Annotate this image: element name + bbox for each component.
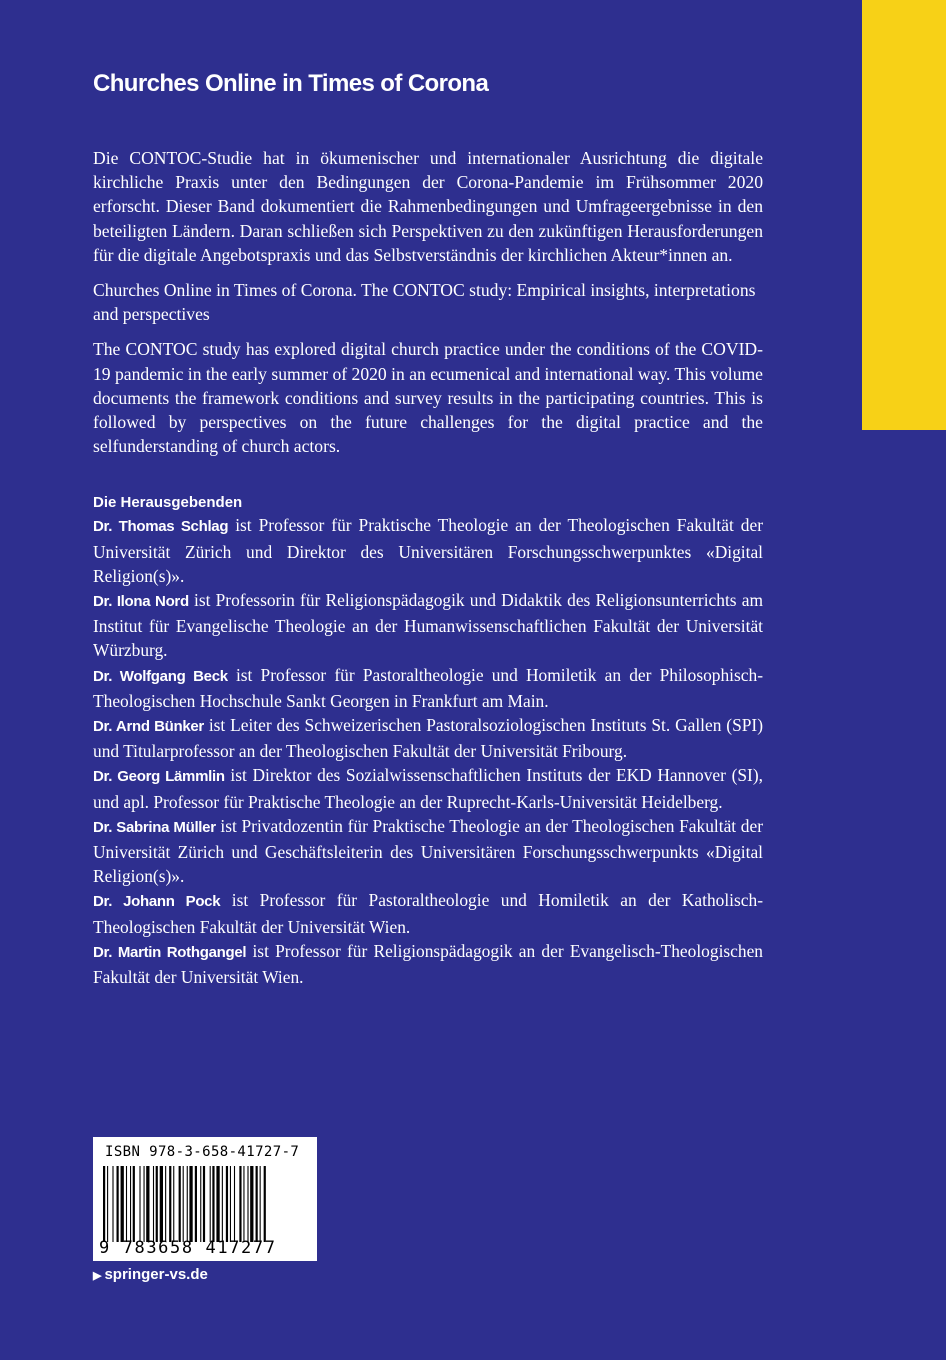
editor-name: Dr. Wolfgang Beck <box>93 667 228 685</box>
editor-entry <box>93 888 763 938</box>
barcode-icon <box>101 1166 311 1242</box>
german-summary: Die CONTOC-Studie hat in ökumenischer und internationaler Ausrichtung die digitale kirchliche Praxis unter den Bedingungen der Corona-Pandemie im Frühsommer 2020 erforscht. Dieser Band dokumentiert die Rahmenbedingungen und Umfrageergebnisse in den beteiligten Ländern. Daran schließen sich Perspektiven zu den zukünftigen Herausforderungen für die digitale Angebotspraxis und das Selbstverständnis der kirchlichen Akteur*innen an. <box>93 148 763 265</box>
editor-name: Dr. Johann Pock <box>93 893 221 911</box>
editors-heading: Die Herausgebenden <box>93 494 243 512</box>
english-summary: The CONTOC study has explored digital church practice under the conditions of the COVID-19 pandemic in the early summer of 2020 in an ecumenical and international way. This volume documents the framework conditions and survey results in the participating countries. This is followed by perspectives on the future challenges for the digital practice and the selfunderstanding of church actors. <box>93 339 763 457</box>
editor-name: Dr. Martin Rothgangel <box>93 943 247 961</box>
editor-entry <box>93 939 763 989</box>
arrow-right-icon: ▶ <box>93 1270 102 1282</box>
editor-entry <box>93 814 763 889</box>
barcode-box <box>93 1137 317 1261</box>
editor-bio: ist Leiter des Schweizerischen Pastoralsoziologischen Instituts St. Gallen (SPI) und Titularprofessor an der Theologischen Fakultät der Universität Fribourg. <box>93 715 763 762</box>
editor-bio: ist Privatdozentin für Praktische Theologie an der Theologischen Fakultät der Universität Zürich und Geschäftsleiterin des Universitären Forschungsschwerpunkts «Digital Religion(s)». <box>93 815 763 887</box>
editor-entry <box>93 663 763 713</box>
editor-name: Dr. Sabrina Müller <box>93 818 216 836</box>
accent-bar <box>862 0 946 430</box>
editor-entry <box>93 713 763 763</box>
editor-name: Dr. Arnd Bünker <box>93 718 204 736</box>
editor-bio: ist Professor für Praktische Theologie an der Theologischen Fakultät der Universität Zürich und Direktor des Universitären Forschungsschwerpunktes «Digital Religion(s)». <box>93 515 763 586</box>
editor-bio: ist Professorin für Religionspädagogik und Didaktik des Religionsunterrichts am Institut für Evangelische Theologie an der Humanwissenschaftlichen Fakultät der Universität Würzburg. <box>93 590 763 661</box>
back-cover-text <box>93 70 763 989</box>
publisher-url: springer-vs.de <box>104 1266 208 1283</box>
editor-entry <box>93 513 763 588</box>
book-title: Churches Online in Times of Corona <box>93 70 489 97</box>
publisher-link[interactable] <box>93 1266 208 1283</box>
barcode-digits: 9 783658 417277 <box>99 1238 277 1258</box>
editor-bio: ist Professor für Religionspädagogik an der Evangelisch-Theologischen Fakultät der Universität Wien. <box>93 940 763 988</box>
editor-name: Dr. Ilona Nord <box>93 593 189 611</box>
editor-name: Dr. Thomas Schlag <box>93 518 229 536</box>
isbn-label: ISBN 978-3-658-41727-7 <box>105 1144 300 1160</box>
editor-entry <box>93 763 763 813</box>
editor-entry <box>93 588 763 663</box>
english-title: Churches Online in Times of Corona. The CONTOC study: Empirical insights, interpretations and perspectives <box>93 280 756 325</box>
editor-bio: ist Professor für Pastoraltheologie und Homiletik an der Philosophisch-Theologischen Hochschule Sankt Georgen in Frankfurt am Main. <box>93 664 763 711</box>
editor-bio: ist Professor für Pastoraltheologie und Homiletik an der Katholisch-Theologischen Fakultät der Universität Wien. <box>93 890 763 937</box>
editor-name: Dr. Georg Lämmlin <box>93 768 225 786</box>
editor-bio: ist Direktor des Sozialwissenschaftlichen Instituts der EKD Hannover (SI), und apl. Professor für Praktische Theologie an der Ruprecht-Karls-Universität Heidelberg. <box>93 765 763 812</box>
